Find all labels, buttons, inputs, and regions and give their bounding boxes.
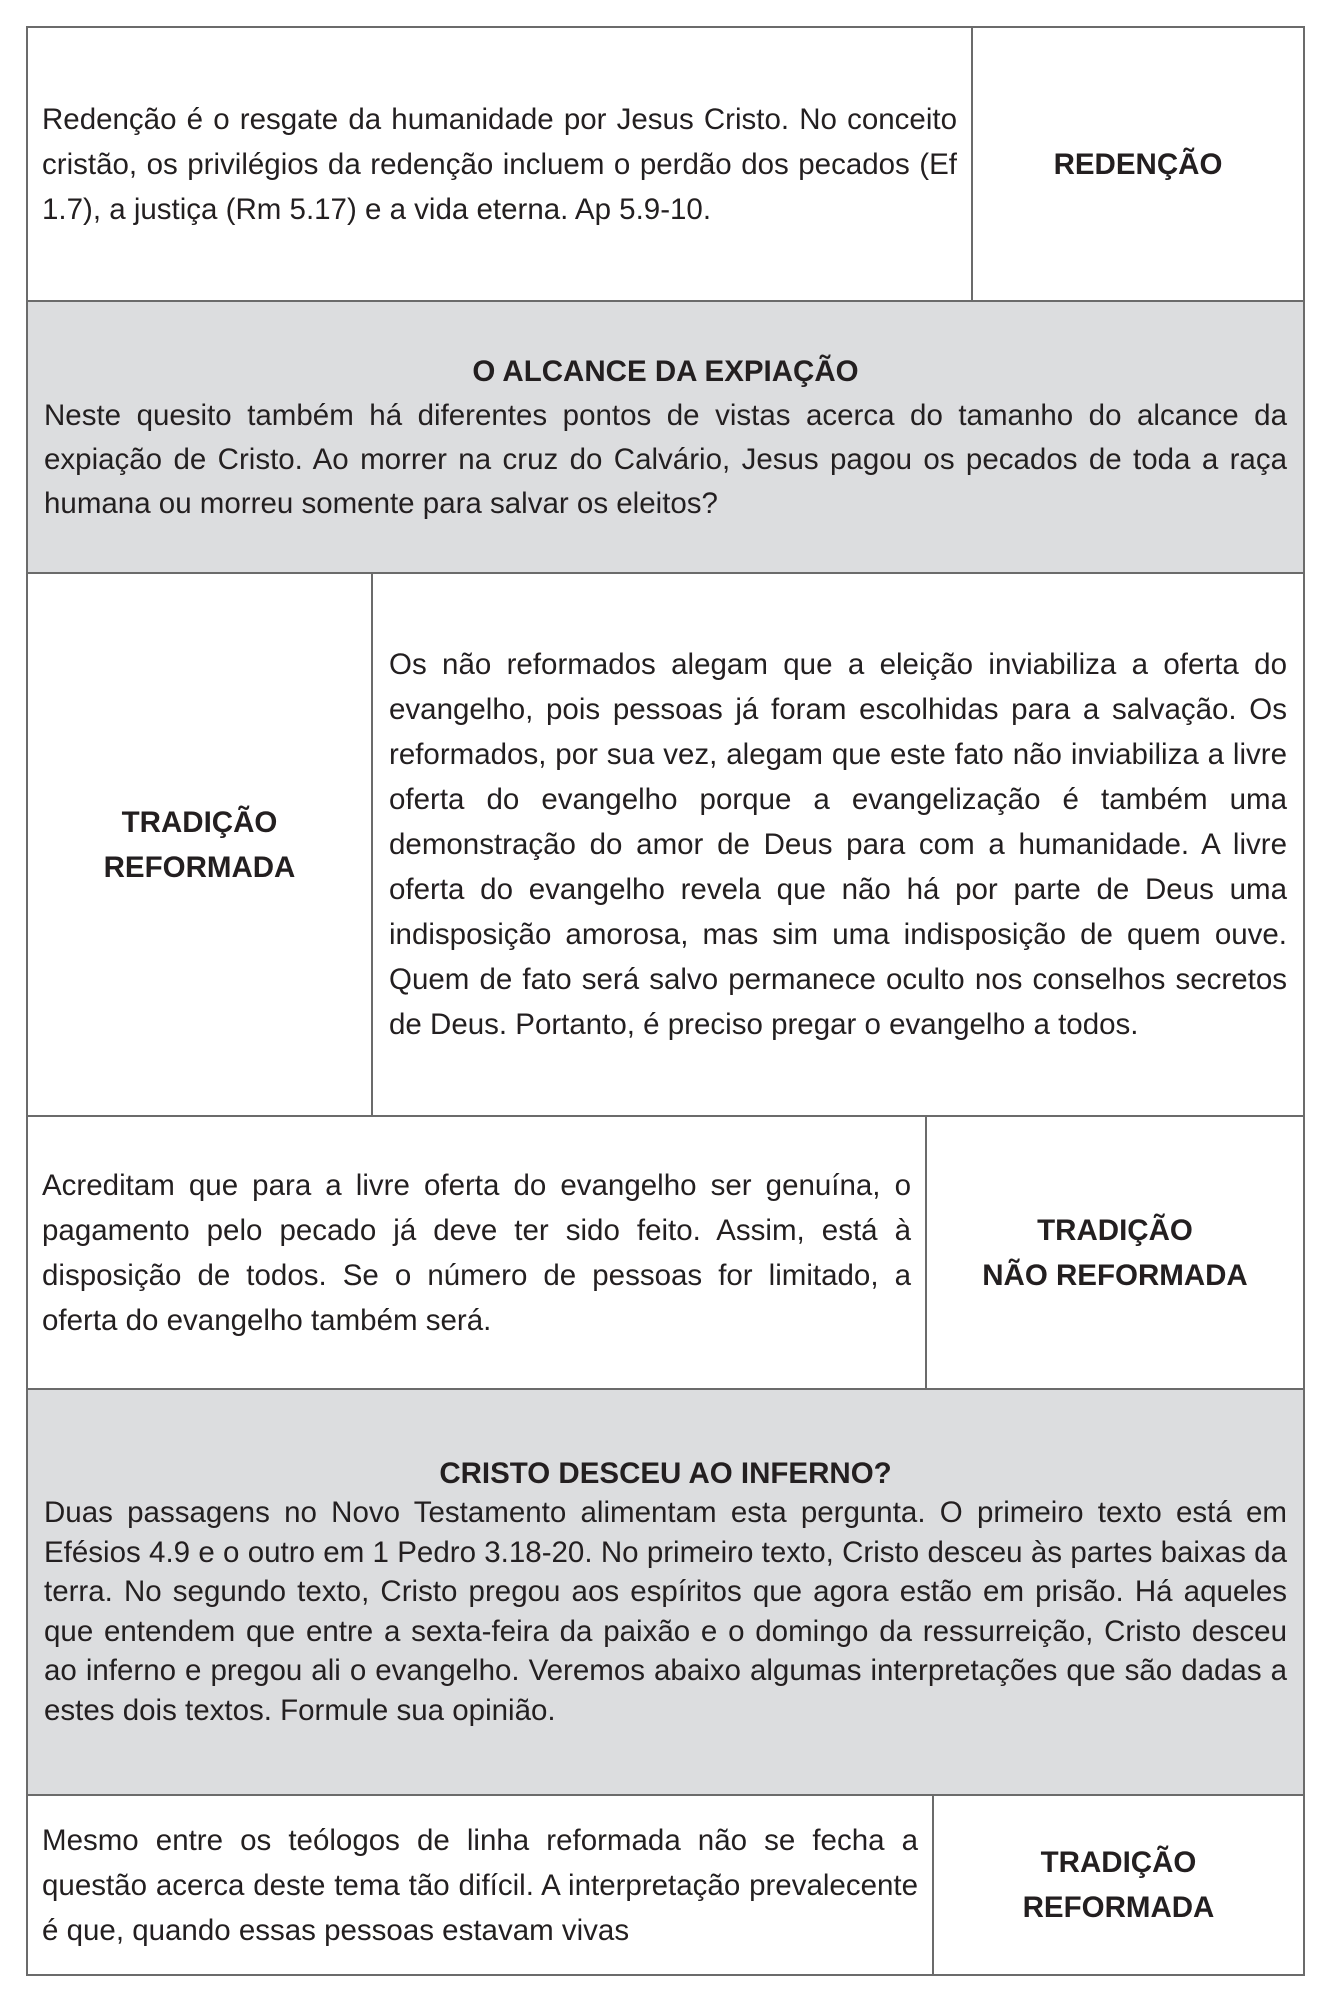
reformada2-label [934,1840,1303,1930]
reformada1-label [28,800,371,890]
nao-reformada-label-line2: NÃO REFORMADA [982,1258,1248,1292]
nao-reformada-text-cell [28,1117,927,1388]
reformada2-label-line2: REFORMADA [1022,1891,1215,1924]
content-table [26,26,1305,1976]
inferno-cell [28,1390,1303,1794]
reformada2-label-line1: TRADIÇÃO [1040,1846,1197,1879]
redencao-text-cell [28,28,973,300]
redencao-label: REDENÇÃO [1053,147,1223,181]
nao-reformada-label-cell [927,1117,1303,1388]
reformada1-label-line2: REFORMADA [103,850,296,884]
redencao-label-cell [973,28,1303,300]
reformada2-label-cell [934,1796,1303,1974]
alcance-cell [28,302,1303,572]
reformada1-text-cell [373,574,1303,1115]
nao-reformada-label-line1: TRADIÇÃO [1037,1213,1193,1247]
reformada2-text-cell [28,1796,934,1974]
nao-reformada-text: Acreditam que para a livre oferta do evangelho ser genuína, o pagamento pelo pecado já deve ter sido feito. Assim, está à disposição de todos. Se o número de pessoas for limitado, a oferta do evangelho também será. [42,1168,911,1337]
row-redencao [28,28,1303,302]
redencao-text: Redenção é o resgate da humanidade por Jesus Cristo. No conceito cristão, os privilégios da redenção incluem o perdão dos pecados (Ef 1.7), a justiça (Rm 5.17) e a vida eterna. Ap 5.9-10. [42,102,957,226]
alcance-title: O ALCANCE DA EXPIAÇÃO [472,354,859,388]
row-tradicao-reformada-1 [28,574,1303,1117]
row-tradicao-reformada-2 [28,1796,1303,1974]
inferno-text: Duas passagens no Novo Testamento alimentam esta pergunta. O primeiro texto está em Efésios 4.9 e o outro em 1 Pedro 3.18-20. No primeiro texto, Cristo desceu às partes baixas da terra. No segundo texto, Cristo pregou aos espíritos que agora estão em prisão. Há aqueles que entendem que entre a sexta-feira da paixão e o domingo da ressurreição, Cristo desceu ao inferno e pregou ali o evangelho. Veremos abaixo algumas interpretações que são dadas a estes dois textos. Formule sua opinião. [44,1496,1287,1727]
nao-reformada-label [927,1208,1303,1298]
alcance-text: Neste quesito também há diferentes pontos de vistas acerca do tamanho do alcance da expiação de Cristo. Ao morrer na cruz do Calvário, Jesus pagou os pecados de toda a raça humana ou morreu somente para salvar os eleitos? [44,398,1287,520]
reformada1-label-line1: TRADIÇÃO [121,805,278,839]
row-alcance [28,302,1303,574]
reformada1-text: Os não reformados alegam que a eleição inviabiliza a oferta do evangelho, pois pessoas já foram escolhidas para a salvação. Os reformados, por sua vez, alegam que este fato não inviabiliza a livre oferta do evangelho porque a evangelização é também uma demonstração do amor de Deus para com a humanidade. A livre oferta do evangelho revela que não há por parte de Deus uma indisposição amorosa, mas sim uma indisposição de quem ouve. Quem de fato será salvo permanece oculto nos conselhos secretos de Deus. Portanto, é preciso pregar o evangelho a todos. [389,648,1287,1041]
row-inferno [28,1390,1303,1796]
row-tradicao-nao-reformada [28,1117,1303,1390]
reformada2-text: Mesmo entre os teólogos de linha reformada não se fecha a questão acerca deste tema tão difícil. A interpretação prevalecente é que, quando essas pessoas estavam vivas [42,1823,918,1947]
reformada1-label-cell [28,574,373,1115]
inferno-title: CRISTO DESCEU AO INFERNO? [439,1456,892,1490]
